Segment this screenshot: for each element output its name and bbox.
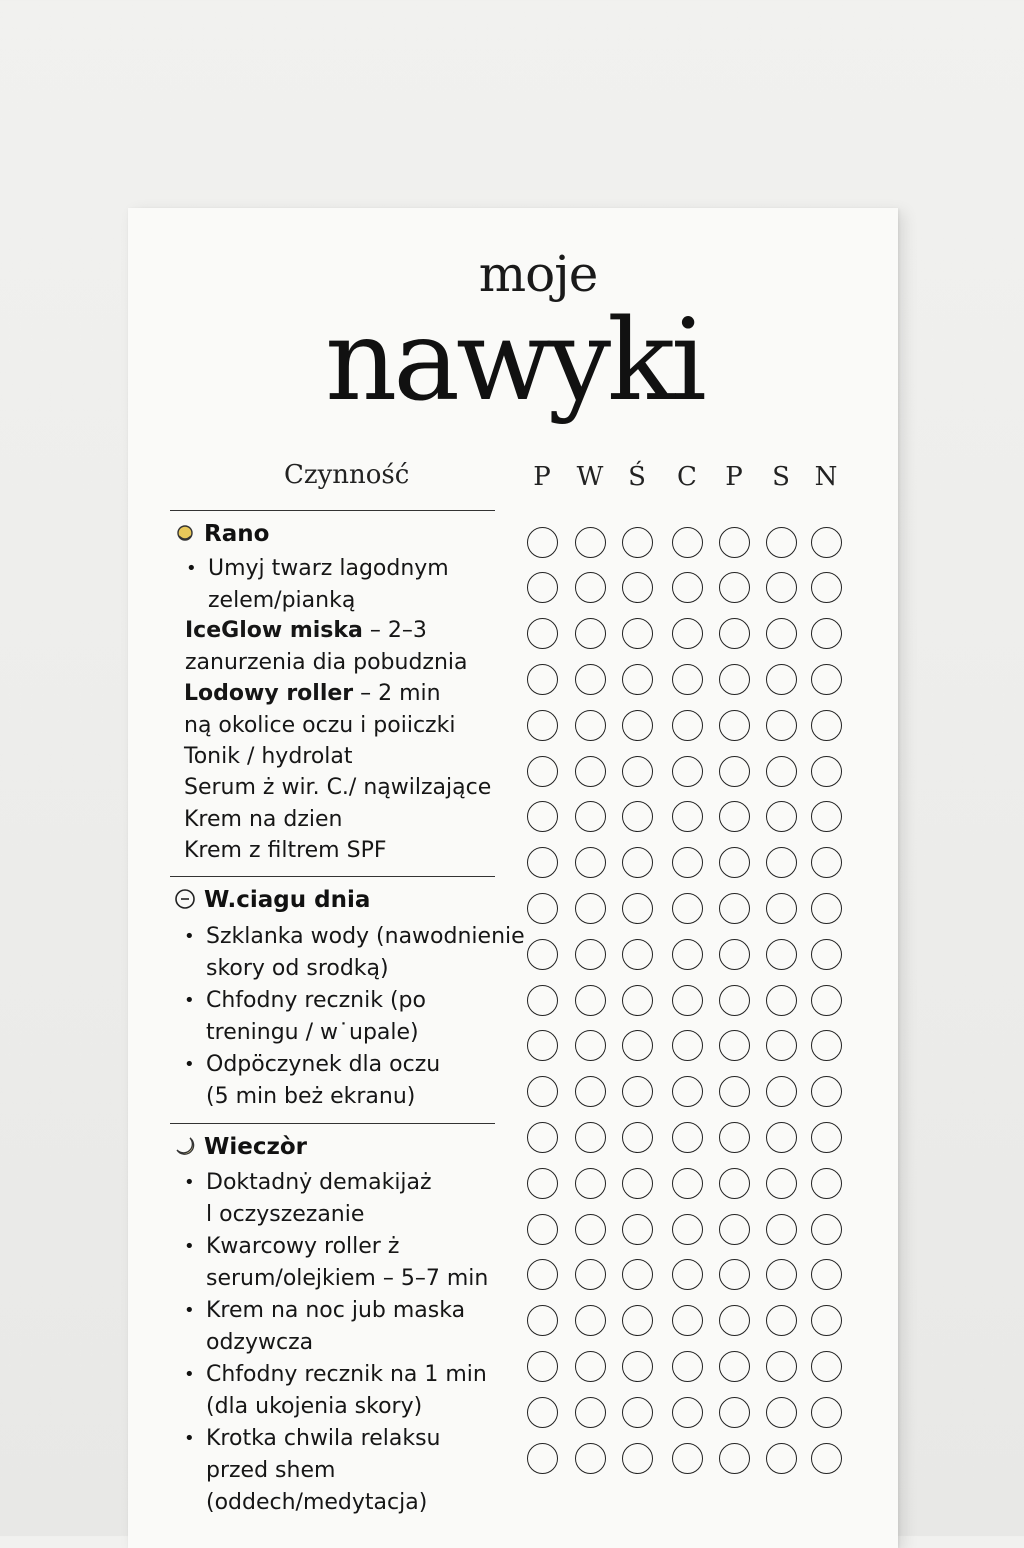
habit-checkbox[interactable] <box>672 1443 703 1474</box>
habit-checkbox[interactable] <box>672 1397 703 1428</box>
day-header-0: P <box>533 462 551 492</box>
bullet-icon: • <box>184 1236 195 1257</box>
section-title: Wieczòr <box>204 1134 308 1160</box>
habit-tracker-card <box>128 208 898 1548</box>
activity-item-line: (oddech/medytacja) <box>206 1490 428 1515</box>
habit-checkbox[interactable] <box>527 801 558 832</box>
habit-checkbox[interactable] <box>527 985 558 1016</box>
habit-checkbox[interactable] <box>672 801 703 832</box>
section-title: W.ciagu dnia <box>204 887 371 913</box>
habit-checkbox[interactable] <box>575 1168 606 1199</box>
sun-icon <box>174 522 196 549</box>
habit-checkbox[interactable] <box>527 1259 558 1290</box>
habit-checkbox[interactable] <box>719 893 750 924</box>
activity-item-line: Kwarcowy roller ż <box>206 1234 400 1259</box>
habit-checkbox[interactable] <box>766 1168 797 1199</box>
habit-checkbox[interactable] <box>719 710 750 741</box>
habit-checkbox[interactable] <box>527 1443 558 1474</box>
day-header-5: S <box>772 462 790 492</box>
habit-checkbox[interactable] <box>766 756 797 787</box>
habit-checkbox[interactable] <box>766 893 797 924</box>
habit-checkbox[interactable] <box>622 1214 653 1245</box>
habit-checkbox[interactable] <box>811 664 842 695</box>
habit-checkbox[interactable] <box>575 1259 606 1290</box>
bullet-icon: • <box>184 990 195 1011</box>
bullet-icon: • <box>184 926 195 947</box>
habit-checkbox[interactable] <box>811 893 842 924</box>
habit-checkbox[interactable] <box>575 527 606 558</box>
habit-checkbox[interactable] <box>575 664 606 695</box>
habit-checkbox[interactable] <box>622 847 653 878</box>
clock-icon <box>174 888 196 915</box>
habit-checkbox[interactable] <box>719 939 750 970</box>
habit-checkbox[interactable] <box>622 572 653 603</box>
habit-checkbox[interactable] <box>575 1214 606 1245</box>
habit-checkbox[interactable] <box>672 1259 703 1290</box>
section-header-0 <box>174 521 269 549</box>
habit-checkbox[interactable] <box>766 1351 797 1382</box>
habit-checkbox[interactable] <box>622 1168 653 1199</box>
habit-checkbox[interactable] <box>527 1305 558 1336</box>
habit-checkbox[interactable] <box>719 618 750 649</box>
activity-item-line: skory od srodką) <box>206 956 389 981</box>
moon-icon <box>174 1135 196 1162</box>
habit-checkbox[interactable] <box>672 1168 703 1199</box>
habit-checkbox[interactable] <box>811 1259 842 1290</box>
habit-checkbox[interactable] <box>811 1443 842 1474</box>
habit-checkbox[interactable] <box>811 1076 842 1107</box>
habit-checkbox[interactable] <box>766 1305 797 1336</box>
habit-checkbox[interactable] <box>622 1351 653 1382</box>
activity-item-line: Szklanka wody (nawodnienie <box>206 924 525 949</box>
habit-checkbox[interactable] <box>622 985 653 1016</box>
habit-checkbox[interactable] <box>622 893 653 924</box>
habit-checkbox[interactable] <box>622 801 653 832</box>
habit-checkbox[interactable] <box>811 985 842 1016</box>
activity-item-line: Krem na dzien <box>184 807 343 832</box>
habit-checkbox[interactable] <box>719 1351 750 1382</box>
habit-checkbox[interactable] <box>672 1122 703 1153</box>
habit-checkbox[interactable] <box>672 1076 703 1107</box>
habit-checkbox[interactable] <box>622 1443 653 1474</box>
habit-checkbox[interactable] <box>672 1030 703 1061</box>
section-title: Rano <box>204 521 270 547</box>
title-big: nawyki <box>325 296 703 426</box>
habit-checkbox[interactable] <box>811 1351 842 1382</box>
day-header-2: Ś <box>628 462 646 492</box>
habit-checkbox[interactable] <box>575 1397 606 1428</box>
activity-item-line: Lodowy roller – 2 min <box>184 681 441 706</box>
habit-checkbox[interactable] <box>575 618 606 649</box>
habit-checkbox[interactable] <box>811 1122 842 1153</box>
activity-item-line: Odpöczynek dla oczu <box>206 1052 441 1077</box>
habit-checkbox[interactable] <box>527 756 558 787</box>
habit-checkbox[interactable] <box>527 1214 558 1245</box>
activity-item-line: treningu / w˙upale) <box>206 1020 419 1045</box>
habit-checkbox[interactable] <box>719 985 750 1016</box>
habit-checkbox[interactable] <box>622 527 653 558</box>
habit-checkbox[interactable] <box>575 1030 606 1061</box>
habit-checkbox[interactable] <box>672 710 703 741</box>
section-header-2 <box>174 1134 307 1162</box>
habit-checkbox[interactable] <box>766 1076 797 1107</box>
habit-checkbox[interactable] <box>672 985 703 1016</box>
habit-checkbox[interactable] <box>811 527 842 558</box>
activity-item-line: serum/olejkiem – 5–7 min <box>206 1266 489 1291</box>
activity-item-line: zelem/pianką <box>208 588 356 613</box>
habit-checkbox[interactable] <box>719 801 750 832</box>
activity-item-line: Chfodny recznik na 1 min <box>206 1362 487 1387</box>
habit-checkbox[interactable] <box>811 572 842 603</box>
habit-checkbox[interactable] <box>575 985 606 1016</box>
habit-checkbox[interactable] <box>672 939 703 970</box>
habit-checkbox[interactable] <box>811 1397 842 1428</box>
habit-checkbox[interactable] <box>811 710 842 741</box>
day-header-1: W <box>576 462 604 492</box>
habit-checkbox[interactable] <box>672 664 703 695</box>
bullet-icon: • <box>184 1054 195 1075</box>
bullet-icon: • <box>184 1300 195 1321</box>
habit-checkbox[interactable] <box>719 756 750 787</box>
habit-checkbox[interactable] <box>575 1443 606 1474</box>
habit-checkbox[interactable] <box>527 1397 558 1428</box>
habit-checkbox[interactable] <box>575 1122 606 1153</box>
activity-item-line: Tonik / hydrolat <box>184 744 353 769</box>
habit-checkbox[interactable] <box>672 1351 703 1382</box>
habit-checkbox[interactable] <box>766 710 797 741</box>
activity-item-line: (5 min beż ekranu) <box>206 1084 416 1109</box>
habit-checkbox[interactable] <box>527 893 558 924</box>
habit-checkbox[interactable] <box>527 710 558 741</box>
habit-checkbox[interactable] <box>622 1397 653 1428</box>
habit-checkbox[interactable] <box>672 847 703 878</box>
habit-checkbox[interactable] <box>811 801 842 832</box>
habit-checkbox[interactable] <box>766 618 797 649</box>
habit-checkbox[interactable] <box>622 756 653 787</box>
habit-checkbox[interactable] <box>527 1076 558 1107</box>
habit-checkbox[interactable] <box>622 1122 653 1153</box>
habit-checkbox[interactable] <box>719 1076 750 1107</box>
habit-checkbox[interactable] <box>622 1305 653 1336</box>
activity-column-header: Czynność <box>284 460 410 490</box>
habit-checkbox[interactable] <box>672 1214 703 1245</box>
activity-item-line: zanurzenia dia pobudznia <box>185 650 468 675</box>
day-header-3: C <box>677 462 697 492</box>
habit-checkbox[interactable] <box>672 756 703 787</box>
habit-checkbox[interactable] <box>766 1259 797 1290</box>
habit-checkbox[interactable] <box>527 572 558 603</box>
habit-checkbox[interactable] <box>672 618 703 649</box>
habit-checkbox[interactable] <box>811 618 842 649</box>
habit-checkbox[interactable] <box>766 939 797 970</box>
habit-checkbox[interactable] <box>575 1076 606 1107</box>
habit-checkbox[interactable] <box>766 985 797 1016</box>
habit-checkbox[interactable] <box>766 1443 797 1474</box>
habit-checkbox[interactable] <box>766 664 797 695</box>
activity-item-line: odzywcza <box>206 1330 314 1355</box>
habit-checkbox[interactable] <box>719 1030 750 1061</box>
habit-checkbox[interactable] <box>527 664 558 695</box>
habit-checkbox[interactable] <box>719 1214 750 1245</box>
activity-item-line: Chfodny recznik (po <box>206 988 426 1013</box>
habit-checkbox[interactable] <box>766 572 797 603</box>
habit-checkbox[interactable] <box>766 1214 797 1245</box>
habit-checkbox[interactable] <box>527 1168 558 1199</box>
habit-checkbox[interactable] <box>719 527 750 558</box>
activity-item-line: Serum ż wir. C./ nąwilzające <box>184 775 492 800</box>
habit-checkbox[interactable] <box>527 1030 558 1061</box>
habit-checkbox[interactable] <box>766 801 797 832</box>
habit-checkbox[interactable] <box>719 1443 750 1474</box>
habit-checkbox[interactable] <box>672 527 703 558</box>
habit-checkbox[interactable] <box>811 1305 842 1336</box>
day-header-6: N <box>814 462 838 492</box>
activity-item-line: ną okolice oczu i poiiczki <box>184 713 456 738</box>
habit-checkbox[interactable] <box>719 1305 750 1336</box>
bullet-icon: • <box>184 1428 195 1449</box>
bullet-icon: • <box>184 1172 195 1193</box>
activity-item-line: IceGlow miska – 2–3 <box>185 618 427 643</box>
section-header-1 <box>174 887 370 915</box>
bullet-icon: • <box>184 1364 195 1385</box>
habit-checkbox[interactable] <box>575 572 606 603</box>
habit-checkbox[interactable] <box>622 939 653 970</box>
habit-checkbox[interactable] <box>622 710 653 741</box>
habit-checkbox[interactable] <box>672 572 703 603</box>
habit-checkbox[interactable] <box>811 1214 842 1245</box>
habit-checkbox[interactable] <box>527 847 558 878</box>
habit-checkbox[interactable] <box>719 847 750 878</box>
divider-1 <box>170 876 495 877</box>
day-header-4: P <box>725 462 743 492</box>
habit-checkbox[interactable] <box>811 1168 842 1199</box>
habit-checkbox[interactable] <box>719 664 750 695</box>
habit-checkbox[interactable] <box>672 1305 703 1336</box>
habit-checkbox[interactable] <box>719 1122 750 1153</box>
habit-checkbox[interactable] <box>719 572 750 603</box>
habit-checkbox[interactable] <box>672 893 703 924</box>
habit-checkbox[interactable] <box>811 756 842 787</box>
habit-checkbox[interactable] <box>766 1122 797 1153</box>
habit-checkbox[interactable] <box>622 1259 653 1290</box>
habit-checkbox[interactable] <box>575 1305 606 1336</box>
activity-item-line: Krem z filtrem SPF <box>184 838 387 863</box>
activity-item-line: Krem na noc jub maska <box>206 1298 466 1323</box>
divider-0 <box>170 510 495 511</box>
habit-checkbox[interactable] <box>527 1351 558 1382</box>
habit-checkbox[interactable] <box>622 1030 653 1061</box>
divider-2 <box>170 1123 495 1124</box>
habit-checkbox[interactable] <box>719 1259 750 1290</box>
habit-checkbox[interactable] <box>766 527 797 558</box>
habit-checkbox[interactable] <box>575 893 606 924</box>
habit-checkbox[interactable] <box>527 1122 558 1153</box>
habit-checkbox[interactable] <box>811 939 842 970</box>
habit-checkbox[interactable] <box>527 527 558 558</box>
activity-item-line: Doktadnẏ demakijaż <box>206 1170 432 1195</box>
habit-checkbox[interactable] <box>622 618 653 649</box>
activity-item-line: (dla ukojenia skory) <box>206 1394 423 1419</box>
habit-checkbox[interactable] <box>719 1397 750 1428</box>
activity-item-line: l oczyszezanie <box>206 1202 365 1227</box>
habit-checkbox[interactable] <box>719 1168 750 1199</box>
habit-checkbox[interactable] <box>527 618 558 649</box>
habit-checkbox[interactable] <box>575 847 606 878</box>
habit-checkbox[interactable] <box>811 847 842 878</box>
habit-checkbox[interactable] <box>766 847 797 878</box>
activity-item-line: Umyj twarz lagodnym <box>208 556 449 581</box>
habit-checkbox[interactable] <box>811 1030 842 1061</box>
habit-checkbox[interactable] <box>575 801 606 832</box>
habit-checkbox[interactable] <box>622 1076 653 1107</box>
habit-checkbox[interactable] <box>575 756 606 787</box>
habit-checkbox[interactable] <box>575 710 606 741</box>
habit-checkbox[interactable] <box>766 1030 797 1061</box>
habit-checkbox[interactable] <box>527 939 558 970</box>
activity-item-line: Krotka chwila relaksu <box>206 1426 441 1451</box>
habit-checkbox[interactable] <box>766 1397 797 1428</box>
habit-checkbox[interactable] <box>622 664 653 695</box>
habit-checkbox[interactable] <box>575 939 606 970</box>
activity-item-line: przed shem <box>206 1458 336 1483</box>
habit-checkbox[interactable] <box>575 1351 606 1382</box>
bullet-icon: • <box>186 558 197 579</box>
title-small: moje <box>478 245 598 303</box>
